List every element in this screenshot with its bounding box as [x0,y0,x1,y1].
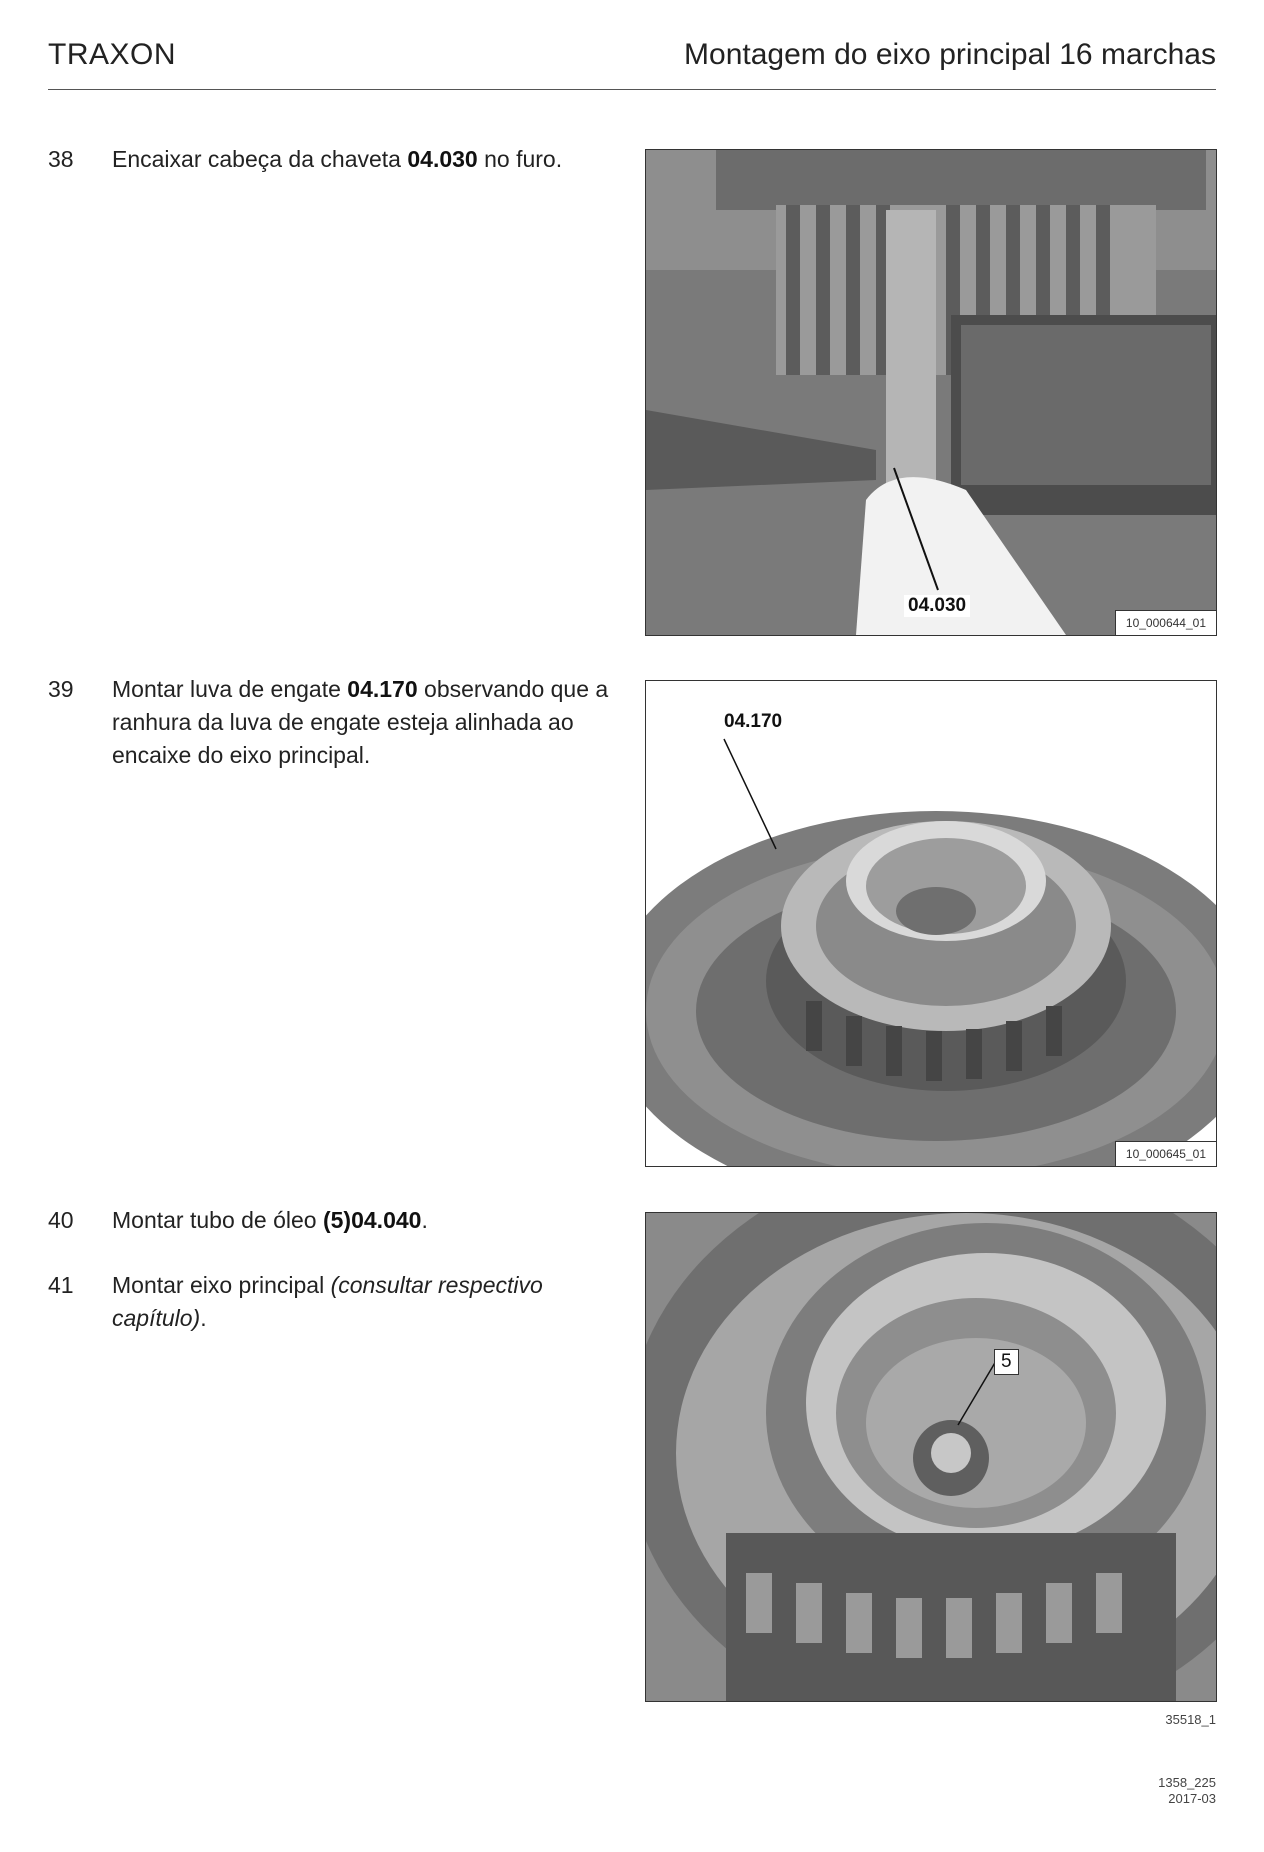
header-brand: TRAXON [48,38,177,71]
page-title: Montagem do eixo principal 16 marchas [684,38,1216,71]
figure-code: 35518_1 [1165,1712,1216,1727]
photo-illustration [646,681,1216,1166]
step-text [112,143,652,176]
part-number: (5)04.040 [322,1207,422,1233]
step-text-part: no furo. [477,146,563,172]
figure-sleeve-photo [645,680,1217,1167]
figure-keyway-photo [645,149,1217,636]
step-number: 39 [48,676,74,702]
step-number: 38 [48,146,74,172]
step-number: 40 [48,1207,74,1233]
figure-code: 10_000645_01 [1115,1141,1216,1166]
step-text-part: Encaixar cabeça da chaveta [112,146,408,172]
step-text [112,1204,652,1237]
step-text-part: Montar luva de engate [112,676,348,702]
doc-number: 1358_225 [1158,1775,1216,1790]
photo-illustration [646,150,1216,635]
callout-label: 5 [994,1349,1019,1375]
doc-date: 2017-03 [1168,1791,1216,1806]
step-number: 41 [48,1272,74,1298]
step-text-part: Montar eixo principal [112,1272,331,1298]
part-number: 04.030 [407,146,478,172]
step-text-part: . [200,1305,207,1331]
callout-label: 04.170 [720,711,786,733]
part-number: 04.170 [347,676,418,702]
photo-illustration [646,1213,1216,1701]
header-rule [48,89,1216,90]
page-footer [1158,1775,1216,1807]
step-text [112,1269,612,1335]
step-text [112,673,612,772]
figure-oil-tube-photo [645,1212,1217,1702]
figure-code: 10_000644_01 [1115,610,1216,635]
callout-label: 04.030 [904,595,970,617]
step-text-part: . [421,1207,428,1233]
step-reference: (consultar respectivo capítulo) [112,1272,543,1331]
step-text-part: observando que a ranhura da luva de engate esteja alinhada ao encaixe do eixo principal. [112,676,609,768]
step-text-part: Montar tubo de óleo [112,1207,323,1233]
